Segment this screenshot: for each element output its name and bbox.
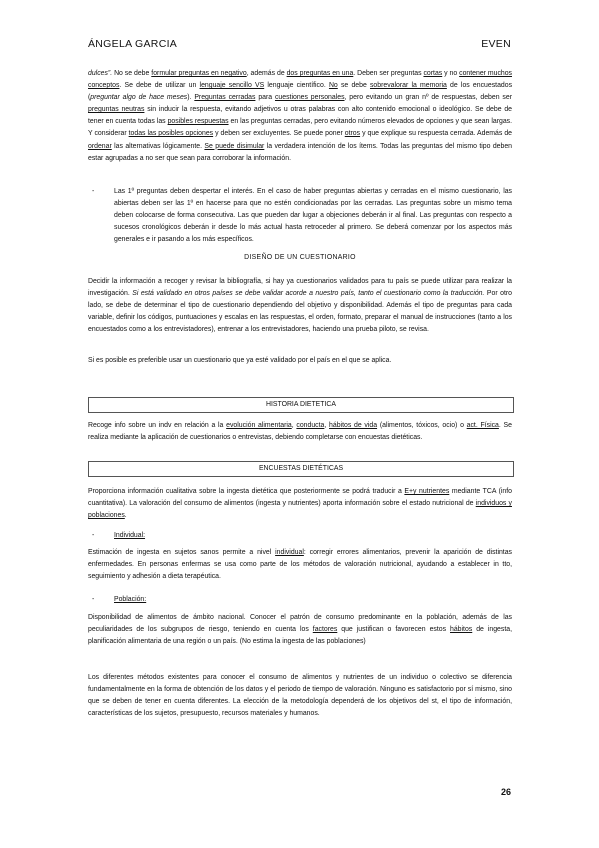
bullet-marker: - [92,532,95,539]
bullet-question-order [88,186,512,246]
subheading-population [88,594,512,606]
text: (alimentos, tóxicos, ocio) o [377,422,467,429]
text: : corregir errores alimentarios, prevenir la aparición de distintas enfermedades. En personas enfermas se usa como parte de los métodos de valoración nutricional, ayudando a establecer in tto, seguimiento y adhesión a dieta terapéutica. [88,549,512,581]
underlined-text: evolución alimentaria [226,422,292,429]
underlined-text: formular preguntas en negativo [151,70,247,77]
underlined-text: posibles respuestas [167,118,229,126]
text: la verdadera intención de los ítems. Todas las preguntas del mismo tipo deben estar agrupadas a no ser que sean para corroborar la información. [88,142,512,162]
paragraph-question-rules [88,68,512,165]
paragraph-methods: Los diferentes métodos existentes para conocer el consumo de alimentos y nutrientes de un individuo o colectivo se diferencia fundamentalmente en la forma de obtención de los datos y el periodo de tiempo de valoración. Ninguno es satisfactorio por sí mismo, sino que se deben de tener en cuenta diferentes. La elección de la metodología dependerá de los objetivos del st, el tipo de información, características de los sujetos, presupuesto, recursos materiales y humanos. [88,674,512,718]
text: de ingesta, planificación alimentaria de una región o un país. (No estima la ingesta de las poblaciones) [88,626,512,646]
bullet-marker: - [92,596,95,603]
underlined-text: act. Física [466,422,499,429]
text: . Se realiza mediante la aplicación de cuestionarios o entrevistas, debiendo completarse con encuestas dietéticas. [88,422,512,442]
text: las alternativas lógicamente. [111,142,205,150]
underlined-text: contener muchos conceptos [88,70,512,90]
text: Proporciona información cualitativa sobre la ingesta dietética que posteriormente se podrá traducir a [88,488,405,495]
underlined-text: individuos y poblaciones [88,500,512,520]
paragraph-dietary-surveys [88,486,512,522]
underlined-text: Preguntas cerradas [194,94,256,102]
underlined-text: preguntas neutras [88,106,145,114]
paragraph-individual [88,547,512,583]
text: No se debe [112,70,152,77]
text: mediante TCA (info cuantitativa). La valoración del consumo de alimentos (ingesta y nutrientes) aporta información sobre el estado nutricional de [88,488,512,508]
paragraph-population [88,612,512,648]
text: para [255,94,275,102]
header-subject: EVEN [481,38,511,50]
text: que justifican o favorecen estos [337,626,451,634]
section-box-title: HISTORIA DIETETICA [88,397,514,413]
underlined-text: cuestiones personales [274,94,345,102]
text: . Deben ser preguntas [353,70,424,77]
text: y no [442,70,460,77]
underlined-text: cortas [423,70,443,77]
text: dulces”. [88,70,113,77]
text: se debe [337,82,370,90]
text: . Se debe de utilizar un [119,82,200,90]
italic-text: preguntar algo de hace meses [90,94,188,102]
text: lenguaje científico. [264,82,329,90]
text: . [124,512,127,520]
text: , además de [246,70,287,77]
page-number: 26 [500,787,511,797]
text: Estimación de ingesta en sujetos sanos permite a nivel [88,549,276,556]
underlined-text: ordenar [88,142,112,150]
paragraph-questionnaire-design [88,276,512,336]
bullet-text: Las 1º preguntas deben despertar el interés. En el caso de haber preguntas abiertas y cerradas en el mismo cuestionario, las abiertas deben ser las 1º en hacerse para que no estén condicionadas por las cerradas. Las preguntas sobre un mismo tema deben colocarse de forma consecutiva. Las que pueden dar lugar a objeciones deberán ir al final. Las preguntas con respecto a sucesos cronológicos deberán ir desde lo más actual hasta retroceder al primero. Se deberá comenzar por los aspectos más generales e ir pasando a los más específicos. [114,188,512,244]
text: Decidir la información a recoger y revisar la bibliografía, si hay ya cuestionarios validados para tu país se puede utilizar para realizar la investigación. [88,278,512,298]
underlined-text: lenguaje sencillo VS [199,82,265,90]
underlined-text: todas las posibles opciones [128,130,214,138]
paragraph-diet-history [88,420,512,444]
bullet-marker: - [92,188,95,195]
section-title: DISEÑO DE UN CUESTIONARIO [244,254,356,261]
text: ). [187,94,195,102]
subheading-label: Población: [114,596,147,603]
italic-text: Si está validado en otros países se debe validar acorde a nuestro país, tanto el cuestionario como la traducción. [132,290,485,298]
underlined-text: No [328,82,338,90]
subheading-label: Individual: [114,532,146,539]
text: Recoge info sobre un indv en relación a la [88,422,227,429]
text: y que explique su respuesta cerrada. Además de [360,130,512,138]
underlined-text: E+y nutrientes [404,488,450,495]
underlined-text: sobrevalorar la memoria [369,82,447,90]
text: Disponibilidad de alimentos de ámbito nacional. Conocer el patrón de consumo predominante en la población, además de las peculiaridades de los subgrupos de riesgo, teniendo en cuenta los [88,614,512,634]
section-box-title: ENCUESTAS DIETÉTICAS [88,461,514,477]
text: de los encuestados ( [88,82,513,102]
underlined-text: Se puede disimular [204,142,265,150]
text: en las preguntas cerradas, pero evitando números elevados de opciones y que sean largas. Y considerar [88,118,513,138]
underlined-text: conducta [296,422,325,429]
text: sin inducir la respuesta, evitando adjetivos u otras palabras con alto contenido emocional o ideológico. Se debe de tener en cuenta todas las [88,106,512,126]
text: Por otro lado, se debe de determinar el tipo de cuestionario dependiendo del objetivo y disponibilidad. Además el tipo de preguntas para cada variable, definir los códigos, puntuaciones y escalas en las respuestas, el orden, formato, preparar el manual de instrucciones (tanto a los encuestados como a los entrevistadores), entrenar a los entrevistadores, haciendo una prueba piloto, se revisa. [88,290,512,334]
underlined-text: dos preguntas en una [286,70,354,77]
underlined-text: hábitos de vida [329,422,378,429]
subheading-individual [88,530,512,542]
text: y deben ser excluyentes. Se puede poner [213,130,345,138]
underlined-text: factores [312,626,338,634]
paragraph-validated-preference: Si es posible es preferible usar un cuestionario que ya esté validado por el país en el que se aplica. [88,357,392,364]
underlined-text: hábitos [450,626,473,634]
underlined-text: otros [344,130,361,138]
underlined-text: individual [275,549,304,556]
text: , [324,422,330,429]
text: , pero evitando un gran nº de respuestas, deben ser [344,94,512,102]
text: , [291,422,297,429]
header-author: ÁNGELA GARCIA [88,38,178,50]
